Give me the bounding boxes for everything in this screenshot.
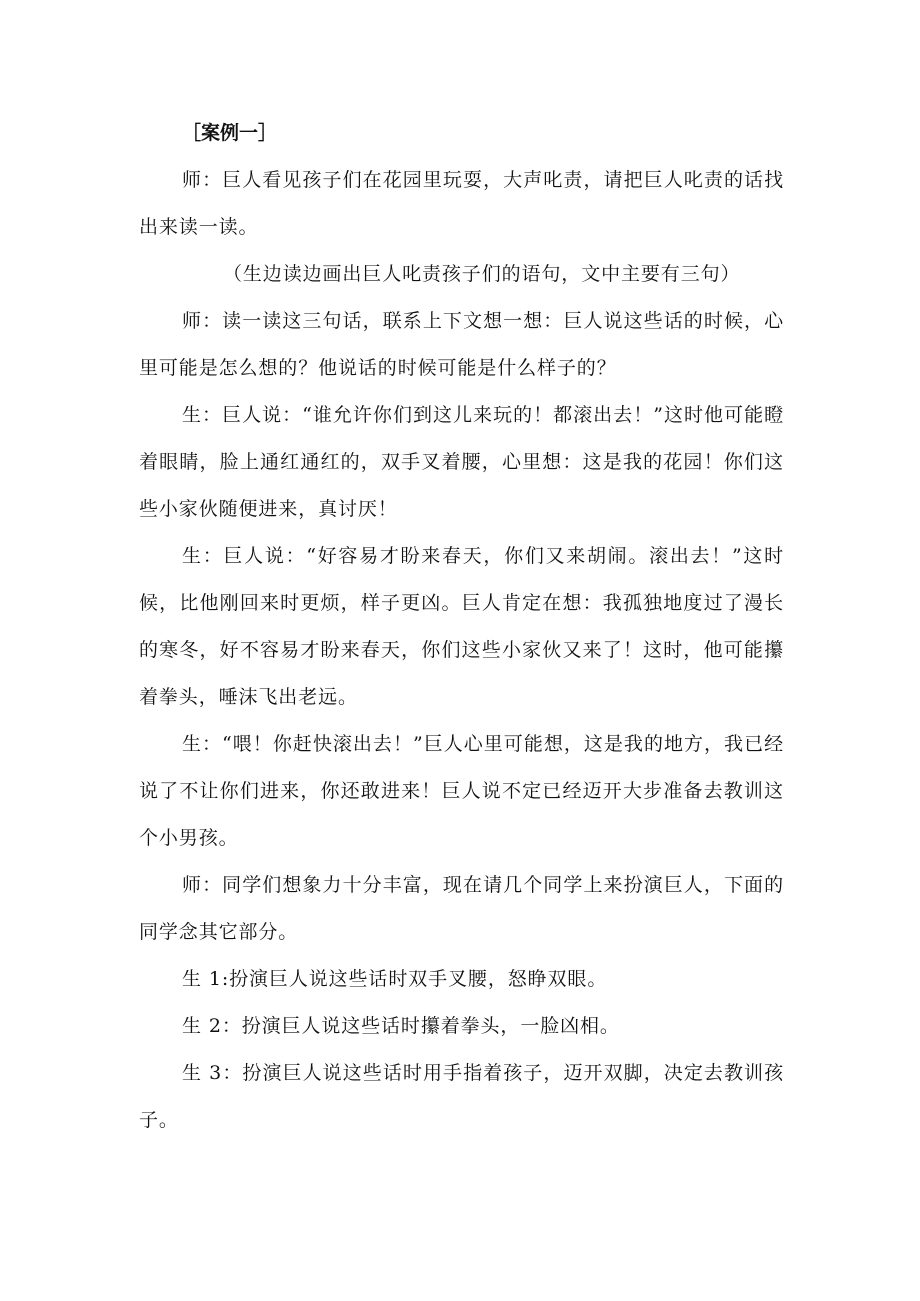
paragraph-stage-note: （生边读边画出巨人叱责孩子们的语句，文中主要有三句） [223, 263, 741, 285]
paragraph-teacher-2: 师：读一读这三句话，联系上下文想一想：巨人说这些话的时候，心里可能是怎么想的？他说话的时候可能是什么样子的？ [139, 310, 784, 379]
paragraph-role-1: 生 1:扮演巨人说这些话时双手叉腰，怒睁双眼。 [182, 968, 608, 990]
paragraph-teacher-3: 师：同学们想象力十分丰富，现在请几个同学上来扮演巨人，下面的同学念其它部分。 [139, 874, 784, 943]
paragraph-role-3: 生 3：扮演巨人说这些话时用手指着孩子，迈开双脚，决定去教训孩子。 [139, 1062, 784, 1131]
paragraph-teacher-1: 师：巨人看见孩子们在花园里玩耍，大声叱责，请把巨人叱责的话找出来读一读。 [139, 169, 784, 238]
paragraph-role-2: 生 2：扮演巨人说这些话时攥着拳头，一脸凶相。 [182, 1015, 620, 1037]
paragraph-student-3: 生：“喂！你赶快滚出去！”巨人心里可能想，这是我的地方，我已经说了不让你们进来，你还敢进来！巨人说不定已经迈开大步准备去教训这个小男孩。 [139, 733, 784, 849]
document-body [139, 110, 784, 1144]
case-heading: ［案例一］ [182, 122, 278, 144]
paragraph-student-2: 生：巨人说：“好容易才盼来春天，你们又来胡闹。滚出去！”这时候，比他刚回来时更烦，样子更凶。巨人肯定在想：我孤独地度过了漫长的寒冬，好不容易才盼来春天，你们这些小家伙又来了！这时，他可能攥着拳头，唾沫飞出老远。 [139, 545, 784, 708]
paragraph-student-1: 生：巨人说：“谁允许你们到这儿来玩的！都滚出去！”这时他可能瞪着眼睛，脸上通红通红的，双手叉着腰，心里想：这是我的花园！你们这些小家伙随便进来，真讨厌！ [139, 404, 784, 520]
